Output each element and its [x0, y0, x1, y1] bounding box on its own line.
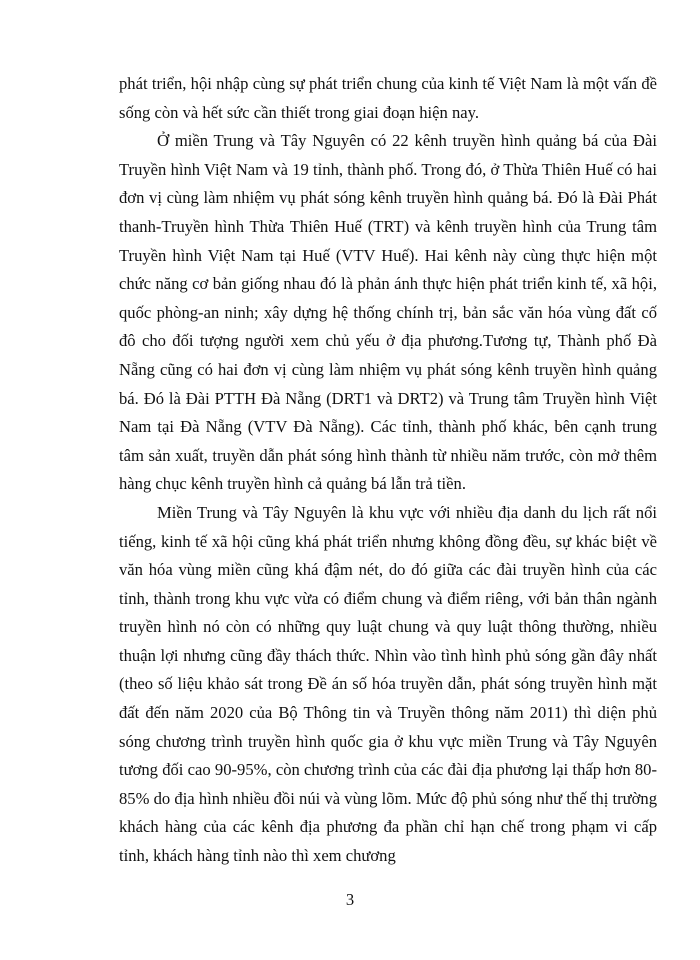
- paragraph-1: phát triển, hội nhập cùng sự phát triển chung của kinh tế Việt Nam là một vấn đề sống còn và hết sức cần thiết trong giai đoạn hiện nay.: [119, 74, 657, 122]
- body-text: [119, 70, 657, 871]
- paragraph-2: Ở miền Trung và Tây Nguyên có 22 kênh truyền hình quảng bá của Đài Truyền hình Việt Nam và 19 tỉnh, thành phố. Trong đó, ở Thừa Thiên Huế có hai đơn vị cùng làm nhiệm vụ phát sóng kênh truyền hình quảng bá. Đó là Đài Phát thanh-Truyền hình Thừa Thiên Huế (TRT) và kênh truyền hình của Trung tâm Truyền hình Việt Nam tại Huế (VTV Huế). Hai kênh này cùng thực hiện một chức năng cơ bản giống nhau đó là phản ánh thực hiện phát triển kinh tế, xã hội, quốc phòng-an ninh; xây dựng hệ thống chính trị, bản sắc văn hóa vùng đất cố đô cho đối tượng người xem chủ yếu ở địa phương.Tương tự, Thành phố Đà Nẵng cũng có hai đơn vị cùng làm nhiệm vụ phát sóng kênh truyền hình quảng bá. Đó là Đài PTTH Đà Nẵng (DRT1 và DRT2) và Trung tâm Truyền hình Việt Nam tại Đà Nẵng (VTV Đà Nẵng). Các tỉnh, thành phố khác, bên cạnh trung tâm sản xuất, truyền dẫn phát sóng hình thành từ nhiều năm trước, còn mở thêm hàng chục kênh truyền hình cả quảng bá lẫn trả tiền.: [119, 131, 657, 494]
- page-number: 3: [345, 890, 355, 909]
- paragraph-3: Miền Trung và Tây Nguyên là khu vực với nhiều địa danh du lịch rất nổi tiếng, kinh tế xã hội cũng khá phát triển nhưng không đồng đều, sự khác biệt về văn hóa vùng miền cũng khá đậm nét, do đó giữa các đài truyền hình của các tỉnh, thành trong khu vực vừa có điểm chung và điểm riêng, với bản thân ngành truyền hình nó còn có những quy luật chung và quy luật thông thường, nhiều thuận lợi nhưng cũng đầy thách thức. Nhìn vào tình hình phủ sóng gần đây nhất (theo số liệu khảo sát trong Đề án số hóa truyền dẫn, phát sóng truyền hình mặt đất đến năm 2020 của Bộ Thông tin và Truyền thông năm 2011) thì diện phủ sóng chương trình truyền hình quốc gia ở khu vực miền Trung và Tây Nguyên tương đối cao 90-95%, còn chương trình của các đài địa phương lại thấp hơn 80-85% do địa hình nhiều đồi núi và vùng lõm. Mức độ phủ sóng như thế thị trường khách hàng của các kênh địa phương đa phần chỉ hạn chế trong phạm vi cấp tỉnh, khách hàng tỉnh nào thì xem chương: [119, 502, 657, 866]
